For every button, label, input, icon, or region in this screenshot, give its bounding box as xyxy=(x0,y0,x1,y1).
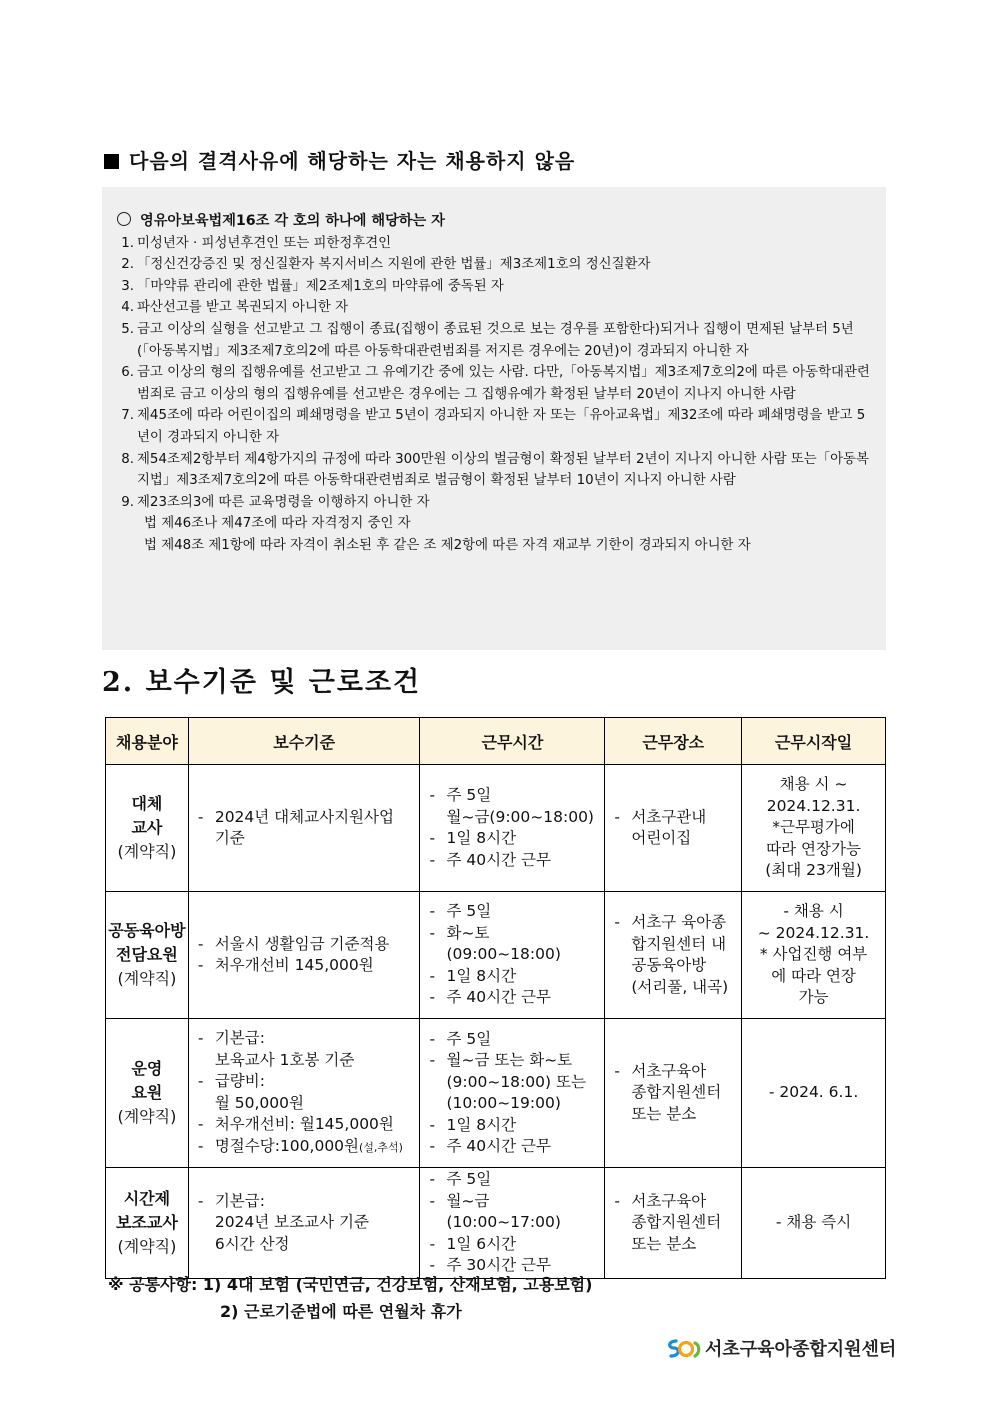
item-number: 2. xyxy=(121,257,134,273)
cell-line: 2024년 보조교사 기준 xyxy=(214,1213,369,1231)
item-text: 「정신건강증진 및 정신질환자 복지서비스 지원에 관한 법률」제3조제1호의 정신질환자 xyxy=(137,257,651,273)
field-name: 공동육아방 xyxy=(108,921,186,940)
cell-line: - 기본급: xyxy=(198,1028,419,1050)
item-text: 제45조에 따라 어린이집의 폐쇄명령을 받고 5년이 경과되지 아니한 자 또는「유아교육법」제32조에 따라 폐쇄명령을 받고 5년이 경과되지 아니한 자 xyxy=(137,408,866,445)
contract-type: (계약직) xyxy=(117,842,177,861)
field-name: 요원 xyxy=(131,1083,163,1102)
cell-field xyxy=(106,765,189,892)
common-notes xyxy=(108,1271,592,1325)
table-row xyxy=(106,892,886,1019)
cell-place xyxy=(605,1019,742,1168)
cell-field xyxy=(106,1168,189,1279)
disqualification-subline: 법 제46조나 제47조에 따라 자격정지 중인 자 xyxy=(144,516,411,532)
cell-line: - 1일 8시간 xyxy=(429,828,603,850)
cell-line: - 1일 8시간 xyxy=(429,1115,603,1137)
cell-line: (9:00~18:00) 또는 xyxy=(446,1072,586,1091)
organization-logo xyxy=(664,1335,896,1361)
field-name: 전담요원 xyxy=(116,945,178,964)
cell-hours xyxy=(420,765,605,892)
disqualification-item xyxy=(114,492,874,514)
field-name: 운영 xyxy=(131,1059,163,1078)
field-name: 시간제 xyxy=(123,1188,171,1208)
disqualification-item xyxy=(114,362,874,405)
cell-line: 보육교사 1호봉 기준 xyxy=(214,1050,355,1069)
note-line-2: 2) 근로기준법에 따른 연월차 휴가 xyxy=(220,1302,462,1321)
cell-hours xyxy=(420,892,605,1019)
logo-text: 서초구육아종합지원센터 xyxy=(705,1339,897,1360)
cell-line: - 기본급: xyxy=(198,1191,419,1213)
cell-start: 채용 시 ~ 2024.12.31. *근무평가에 따라 연장가능 (최대 23개월) xyxy=(742,765,886,892)
cell-pay xyxy=(188,765,420,892)
header-hours: 근무시간 xyxy=(420,718,605,765)
cell-line: - 주 40시간 근무 xyxy=(429,987,603,1009)
item-text: 미성년자 · 피성년후견인 또는 피한정후견인 xyxy=(137,235,392,251)
disqualification-item xyxy=(114,254,874,276)
black-square-bullet-icon xyxy=(104,154,119,169)
cell-hours xyxy=(420,1019,605,1168)
cell-line: - 월~금(10:00~17:00) xyxy=(429,1191,603,1234)
header-place: 근무장소 xyxy=(605,718,742,765)
disqualification-title: 다음의 결격사유에 해당하는 자는 채용하지 않음 xyxy=(104,145,575,174)
cell-line: 또는 분소 xyxy=(631,1234,697,1253)
working-conditions-table xyxy=(105,717,886,1279)
holiday-allowance-note: (설,추석) xyxy=(359,1140,403,1154)
cell-start: - 채용 즉시 xyxy=(742,1168,886,1279)
note-line-1: ※ 공통사항: 1) 4대 보험 (국민연금, 건강보험, 산재보험, 고용보험) xyxy=(108,1275,593,1294)
cell-start: - 2024. 6.1. xyxy=(742,1019,886,1168)
item-text: 금고 이상의 형의 집행유예를 선고받고 그 유예기간 중에 있는 사람. 다만,「아동복지법」제3조제7호의2에 따른 아동학대관련 범죄로 금고 이상의 형의 집행유예를 선고받은 경우에는 그 집행유예가 확정된 날부터 20년이 지나지 아니한 사람 xyxy=(137,365,870,402)
circle-bullet-icon xyxy=(117,212,131,226)
cell-line: - 화~토(09:00~18:00) xyxy=(429,923,603,966)
cell-place xyxy=(605,1168,742,1279)
cell-line: - 1일 6시간 xyxy=(429,1234,603,1256)
disqualification-list xyxy=(114,233,874,557)
cell-line: - 월~금 또는 화~토 xyxy=(429,1050,603,1072)
item-text: 「마약류 관리에 관한 법률」제2조제1호의 마약류에 중독된 자 xyxy=(137,278,504,294)
cell-line: - 주 5일 xyxy=(429,1169,603,1191)
item-text: 파산선고를 받고 복권되지 아니한 자 xyxy=(137,300,349,316)
cell-line: 합지원센터 내 xyxy=(631,934,727,953)
cell-pay xyxy=(188,1168,420,1279)
cell-place xyxy=(605,892,742,1019)
table-header-row xyxy=(106,718,886,765)
cell-line: - 서초구육아 xyxy=(614,1061,740,1083)
cell-line: 종합지원센터 xyxy=(631,1083,722,1102)
contract-type: (계약직) xyxy=(117,969,177,988)
table-row xyxy=(106,1019,886,1168)
item-number: 4. xyxy=(121,300,134,316)
item-number: 9. xyxy=(121,494,134,510)
cell-pay xyxy=(188,1019,420,1168)
cell-line: - 주 40시간 근무 xyxy=(429,1136,603,1158)
cell-line: - 주 30시간 근무 xyxy=(429,1255,603,1277)
holiday-allowance: 명절수당:100,000원 xyxy=(214,1136,360,1155)
cell-line: - 처우개선비: 월145,000원 xyxy=(198,1114,419,1136)
cell-line: (10:00~19:00) xyxy=(446,1094,561,1112)
contract-type: (계약직) xyxy=(117,1107,177,1126)
item-number: 5. xyxy=(121,321,134,337)
cell-line: - 주 5일 xyxy=(429,901,603,923)
cell-line: 기준 xyxy=(214,829,245,847)
cell-line: - 주 5일 xyxy=(429,785,603,807)
item-number: 7. xyxy=(121,408,134,424)
disqualification-item xyxy=(114,405,874,448)
disqualification-subline: 법 제48조 제1항에 따라 자격이 취소된 후 같은 조 제2항에 따른 자격 재교부 기한이 경과되지 아니한 자 xyxy=(144,537,751,553)
disqualification-item xyxy=(114,233,874,255)
field-name: 보조교사 xyxy=(116,1212,178,1232)
disqualification-item xyxy=(114,297,874,319)
section2-title: 2. 보수기준 및 근로조건 xyxy=(102,667,422,698)
cell-line: - 주 5일 xyxy=(429,1029,603,1051)
header-start: 근무시작일 xyxy=(742,718,886,765)
item-number: 1. xyxy=(121,235,134,251)
cell-field xyxy=(106,892,189,1019)
cell-start: - 채용 시 ~ 2024.12.31. * 사업진행 여부 에 따라 연장 가능 xyxy=(742,892,886,1019)
table-row xyxy=(106,765,886,892)
item-number: 8. xyxy=(121,451,134,467)
cell-hours xyxy=(420,1168,605,1279)
item-text: 제54조제2항부터 제4항가지의 규정에 따라 300만원 이상의 벌금형이 확정된 날부터 2년이 지나지 아니한 사람 또는「아동복지법」제3조제7호의2에 따른 아동학대관련범죄로 벌금형이 확정된 날부터 10년이 지나지 아니한 사람 xyxy=(137,451,869,489)
cell-line: 6시간 산정 xyxy=(214,1234,290,1253)
cell-pay xyxy=(188,892,420,1019)
table-row xyxy=(106,1168,886,1279)
field-name: 교사 xyxy=(131,818,163,837)
item-number: 3. xyxy=(121,278,134,294)
item-number: 6. xyxy=(121,365,134,381)
disqualification-box xyxy=(102,187,886,650)
cell-line: - 1일 8시간 xyxy=(429,966,603,988)
cell-line: - 2024년 대체교사지원사업 xyxy=(198,807,419,829)
disqualification-item xyxy=(114,319,874,362)
seocho-logo-icon xyxy=(664,1337,702,1359)
cell-line: - 급량비: xyxy=(198,1071,419,1093)
cell-line: - 서초구 육아종 xyxy=(614,912,740,934)
cell-line: 어린이집 xyxy=(631,829,692,847)
cell-line: - 주 40시간 근무 xyxy=(429,850,603,872)
disqualification-heading: 영유아보육법제16조 각 호의 하나에 해당하는 자 xyxy=(114,211,874,233)
contract-type: (계약직) xyxy=(117,1236,177,1256)
header-pay: 보수기준 xyxy=(188,718,420,765)
cell-line: 월~금(9:00~18:00) xyxy=(446,807,594,826)
cell-line: 월 50,000원 xyxy=(214,1093,304,1112)
field-name: 대체 xyxy=(131,794,163,813)
cell-line: 또는 분소 xyxy=(631,1104,697,1123)
cell-line: - 서초구육아 xyxy=(614,1191,740,1213)
disqualification-item xyxy=(114,276,874,298)
cell-line: - 서초구관내 xyxy=(614,807,740,829)
disqualification-item xyxy=(114,449,874,492)
cell-line: - 서울시 생활임금 기준적용 xyxy=(198,934,419,956)
cell-line xyxy=(198,1136,419,1159)
cell-line: (서리풀, 내곡) xyxy=(631,977,729,996)
cell-line: 공동육아방 xyxy=(631,956,707,974)
cell-line: 종합지원센터 xyxy=(631,1213,722,1231)
cell-field xyxy=(106,1019,189,1168)
cell-line: - 처우개선비 145,000원 xyxy=(198,955,419,977)
header-field: 채용분야 xyxy=(106,718,189,765)
cell-place xyxy=(605,765,742,892)
item-text: 제23조의3에 따른 교육명령을 이행하지 아니한 자 xyxy=(137,494,430,510)
item-text: 금고 이상의 실형을 선고받고 그 집행이 종료(집행이 종료된 것으로 보는 경우를 포함한다)되거나 집행이 면제된 날부터 5년(「아동복지법」제3조제7호의2에 따른 아동학대관련범죄를 저지른 경우에는 20년)이 경과되지 아니한 자 xyxy=(137,321,854,359)
